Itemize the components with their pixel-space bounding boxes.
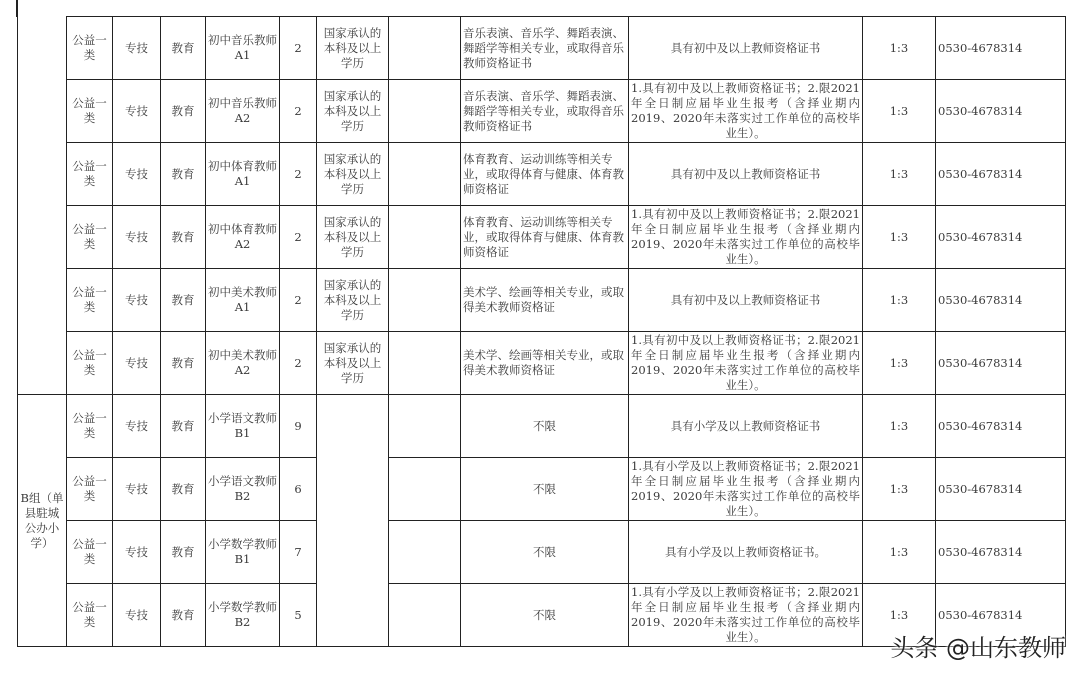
category-cell: 公益一类 [67, 17, 113, 80]
ratio-cell: 1:3 [863, 521, 936, 584]
degree-cell [389, 395, 461, 458]
post-cell: 小学数学教师B2 [206, 584, 280, 647]
type-cell: 专技 [113, 395, 161, 458]
post-cell: 初中音乐教师A2 [206, 80, 280, 143]
category-cell: 公益一类 [67, 332, 113, 395]
degree-cell [389, 206, 461, 269]
type-cell: 专技 [113, 521, 161, 584]
phone-cell: 0530-4678314 [936, 395, 1066, 458]
category-cell: 公益一类 [67, 395, 113, 458]
other-requirements-cell: 1.具有初中及以上教师资格证书；2.限2021年全日制应届毕业生报考（含择业期内2019、2020年未落实过工作单位的高校毕业生）。 [629, 80, 863, 143]
count-cell: 2 [280, 143, 317, 206]
type-cell: 专技 [113, 584, 161, 647]
table-row [18, 458, 1066, 521]
count-cell: 2 [280, 17, 317, 80]
education-cell: 国家承认的本科及以上学历 [317, 206, 389, 269]
count-cell: 2 [280, 332, 317, 395]
type-cell: 专技 [113, 143, 161, 206]
other-requirements-cell: 具有小学及以上教师资格证书。 [629, 521, 863, 584]
field-cell: 教育 [161, 458, 206, 521]
post-cell: 初中美术教师A2 [206, 332, 280, 395]
degree-cell [389, 332, 461, 395]
major-cell: 不限 [461, 395, 629, 458]
category-cell: 公益一类 [67, 521, 113, 584]
phone-cell: 0530-4678314 [936, 206, 1066, 269]
other-requirements-cell: 具有初中及以上教师资格证书 [629, 269, 863, 332]
count-cell: 5 [280, 584, 317, 647]
other-requirements-cell: 具有初中及以上教师资格证书 [629, 17, 863, 80]
education-cell [317, 395, 389, 647]
phone-cell: 0530-4678314 [936, 269, 1066, 332]
type-cell: 专技 [113, 332, 161, 395]
degree-cell [389, 584, 461, 647]
ratio-cell: 1:3 [863, 80, 936, 143]
phone-cell: 0530-4678314 [936, 332, 1066, 395]
major-cell: 体育教育、运动训练等相关专业，或取得体育与健康、体育教师资格证 [461, 206, 629, 269]
group-cell-b: B组（单县駐城公办小学） [18, 395, 67, 647]
post-cell: 小学语文教师B2 [206, 458, 280, 521]
table-row [18, 332, 1066, 395]
post-cell: 小学数学教师B1 [206, 521, 280, 584]
degree-cell [389, 143, 461, 206]
education-cell: 国家承认的本科及以上学历 [317, 17, 389, 80]
category-cell: 公益一类 [67, 458, 113, 521]
major-cell: 美术学、绘画等相关专业，或取得美术教师资格证 [461, 332, 629, 395]
ratio-cell: 1:3 [863, 458, 936, 521]
other-requirements-cell: 1.具有小学及以上教师资格证书；2.限2021年全日制应届毕业生报考（含择业期内2019、2020年未落实过工作单位的高校毕业生）。 [629, 458, 863, 521]
count-cell: 2 [280, 206, 317, 269]
phone-cell: 0530-4678314 [936, 521, 1066, 584]
post-cell: 小学语文教师B1 [206, 395, 280, 458]
degree-cell [389, 17, 461, 80]
field-cell: 教育 [161, 332, 206, 395]
category-cell: 公益一类 [67, 269, 113, 332]
group-cell-a [18, 17, 67, 395]
category-cell: 公益一类 [67, 80, 113, 143]
category-cell: 公益一类 [67, 206, 113, 269]
ratio-cell: 1:3 [863, 332, 936, 395]
field-cell: 教育 [161, 269, 206, 332]
ratio-cell: 1:3 [863, 269, 936, 332]
other-requirements-cell: 1.具有小学及以上教师资格证书；2.限2021年全日制应届毕业生报考（含择业期内2019、2020年未落实过工作单位的高校毕业生）。 [629, 584, 863, 647]
table-row [18, 395, 1066, 458]
post-cell: 初中美术教师A1 [206, 269, 280, 332]
major-cell: 音乐表演、音乐学、舞蹈表演、舞蹈学等相关专业，或取得音乐教师资格证书 [461, 17, 629, 80]
education-cell: 国家承认的本科及以上学历 [317, 80, 389, 143]
recruitment-table [17, 16, 1066, 647]
other-requirements-cell: 具有小学及以上教师资格证书 [629, 395, 863, 458]
ratio-cell: 1:3 [863, 206, 936, 269]
phone-cell: 0530-4678314 [936, 80, 1066, 143]
table-row [18, 80, 1066, 143]
other-requirements-cell: 1.具有初中及以上教师资格证书；2.限2021年全日制应届毕业生报考（含择业期内2019、2020年未落实过工作单位的高校毕业生）。 [629, 332, 863, 395]
post-cell: 初中体育教师A1 [206, 143, 280, 206]
group-column-border [16, 0, 18, 17]
count-cell: 6 [280, 458, 317, 521]
count-cell: 9 [280, 395, 317, 458]
ratio-cell: 1:3 [863, 17, 936, 80]
field-cell: 教育 [161, 17, 206, 80]
table-row [18, 521, 1066, 584]
type-cell: 专技 [113, 269, 161, 332]
other-requirements-cell: 具有初中及以上教师资格证书 [629, 143, 863, 206]
type-cell: 专技 [113, 80, 161, 143]
education-cell: 国家承认的本科及以上学历 [317, 143, 389, 206]
degree-cell [389, 458, 461, 521]
type-cell: 专技 [113, 206, 161, 269]
phone-cell: 0530-4678314 [936, 458, 1066, 521]
ratio-cell: 1:3 [863, 584, 936, 647]
type-cell: 专技 [113, 458, 161, 521]
degree-cell [389, 521, 461, 584]
post-cell: 初中体育教师A2 [206, 206, 280, 269]
watermark: 头条 @山东教师 [890, 634, 1066, 662]
field-cell: 教育 [161, 521, 206, 584]
category-cell: 公益一类 [67, 143, 113, 206]
major-cell: 音乐表演、音乐学、舞蹈表演、舞蹈学等相关专业，或取得音乐教师资格证书 [461, 80, 629, 143]
degree-cell [389, 80, 461, 143]
count-cell: 7 [280, 521, 317, 584]
major-cell: 不限 [461, 521, 629, 584]
field-cell: 教育 [161, 395, 206, 458]
count-cell: 2 [280, 80, 317, 143]
ratio-cell: 1:3 [863, 395, 936, 458]
ratio-cell: 1:3 [863, 143, 936, 206]
phone-cell: 0530-4678314 [936, 17, 1066, 80]
category-cell: 公益一类 [67, 584, 113, 647]
other-requirements-cell: 1.具有初中及以上教师资格证书；2.限2021年全日制应届毕业生报考（含择业期内2019、2020年未落实过工作单位的高校毕业生）。 [629, 206, 863, 269]
table-row [18, 143, 1066, 206]
major-cell: 不限 [461, 584, 629, 647]
field-cell: 教育 [161, 206, 206, 269]
phone-cell: 0530-4678314 [936, 143, 1066, 206]
phone-cell: 0530-4678314 [936, 584, 1066, 647]
table-row [18, 269, 1066, 332]
major-cell: 体育教育、运动训练等相关专业，或取得体育与健康、体育教师资格证 [461, 143, 629, 206]
education-cell: 国家承认的本科及以上学历 [317, 269, 389, 332]
field-cell: 教育 [161, 80, 206, 143]
education-cell: 国家承认的本科及以上学历 [317, 332, 389, 395]
field-cell: 教育 [161, 584, 206, 647]
count-cell: 2 [280, 269, 317, 332]
field-cell: 教育 [161, 143, 206, 206]
type-cell: 专技 [113, 17, 161, 80]
table-row [18, 17, 1066, 80]
major-cell: 不限 [461, 458, 629, 521]
degree-cell [389, 269, 461, 332]
post-cell: 初中音乐教师A1 [206, 17, 280, 80]
table-row [18, 206, 1066, 269]
major-cell: 美术学、绘画等相关专业，或取得美术教师资格证 [461, 269, 629, 332]
